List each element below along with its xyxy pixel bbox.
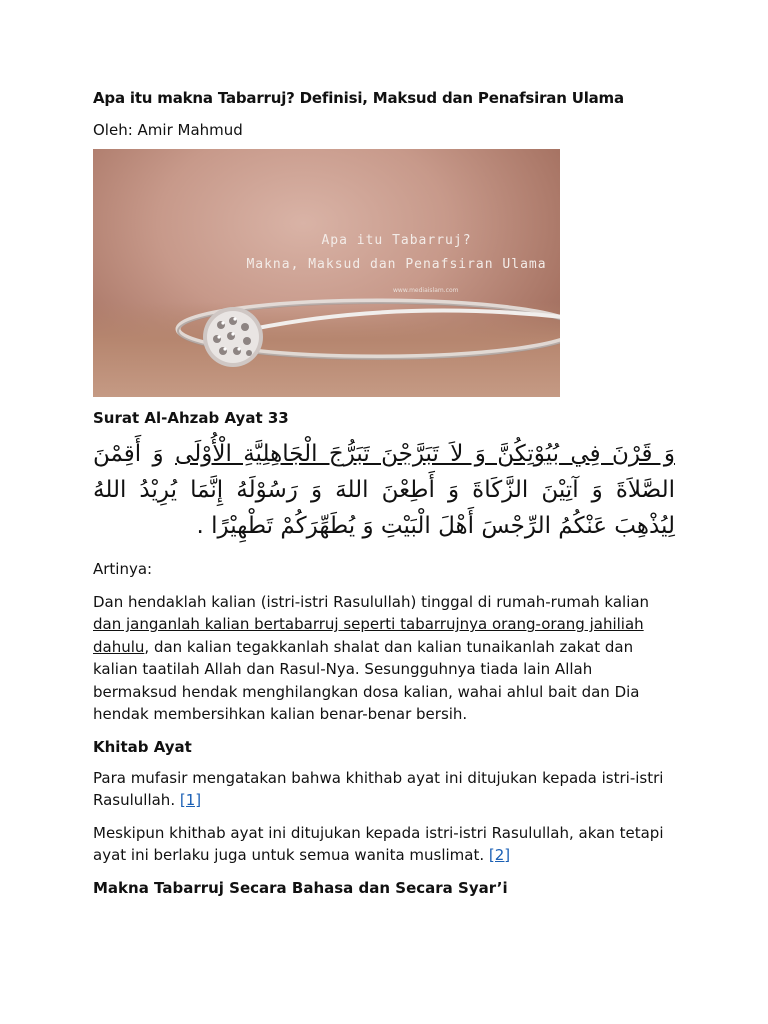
translation-underlined: dan janganlah kalian bertabarruj seperti tabarrujnya orang-orang jahiliah dahulu (93, 615, 644, 656)
hero-url-watermark: www.mediaislam.com (393, 287, 459, 294)
footnote-link-2[interactable]: [2] (488, 846, 511, 864)
verse-heading: Surat Al-Ahzab Ayat 33 (93, 409, 289, 427)
khitab-p1-text: Para mufasir mengatakan bahwa khithab ayat ini ditujukan kepada istri-istri Rasulullah. (93, 768, 664, 809)
hero-caption-line1: Apa itu Tabarruj? (321, 233, 472, 248)
arabic-verse-rest: وَ أَقِمْنَ الصَّلاَةَ وَ آتِيْنَ الزَّكَاةَ وَ أَطِعْنَ اللهَ وَ رَسُوْلَهُ إِنَّمَا يُرِيْدُ اللهُ لِيُذْهِبَ عَنْكُمُ الرِّجْسَ أَهْلَ الْبَيْتِ وَ يُطَهِّرَكُمْ تَطْهِيْرًا . (93, 441, 675, 539)
arabic-verse (93, 436, 675, 544)
footnote-link-1[interactable]: [1] (179, 791, 202, 809)
translation-part3: , dan kalian tegakkanlah shalat dan kalian tunaikanlah zakat dan kalian taatilah Allah dan Rasul-Nya. Sesungguhnya tiada lain Allah bermaksud hendak menghilangkan dosa kalian, wahai ahlul bait dan Dia hendak membersihkan kalian benar-benar bersih. (93, 637, 640, 723)
khitab-p2-text: Meskipun khithab ayat ini ditujukan kepada istri-istri Rasulullah, akan tetapi ayat ini berlaku juga untuk semua wanita muslimat. (93, 823, 664, 864)
hero-caption-line2: Makna, Maksud dan Penafsiran Ulama (246, 257, 547, 272)
article-author: Oleh: Amir Mahmud (93, 121, 243, 139)
khitab-paragraph-2 (93, 822, 675, 867)
khitab-paragraph-1 (93, 767, 675, 812)
translation-label: Artinya: (93, 560, 153, 578)
next-section-heading: Makna Tabarruj Secara Bahasa dan Secara Syar’i (93, 878, 508, 897)
bracelet-illustration (93, 149, 560, 397)
document-page (93, 88, 675, 898)
hero-image (93, 149, 560, 397)
arabic-verse-underlined: وَ قَرْنَ فِي بُيُوْتِكُنَّ وَ لاَ تَبَرَّجْنَ تَبَرُّجَ الْجَاهِلِيَّةِ الْأُوْلَى (175, 441, 675, 467)
translation-paragraph (93, 591, 675, 726)
khitab-heading: Khitab Ayat (93, 737, 192, 756)
translation-part1: Dan hendaklah kalian (istri-istri Rasulullah) tinggal di rumah-rumah kalian (93, 592, 650, 611)
article-title: Apa itu makna Tabarruj? Definisi, Maksud dan Penafsiran Ulama (93, 89, 624, 107)
